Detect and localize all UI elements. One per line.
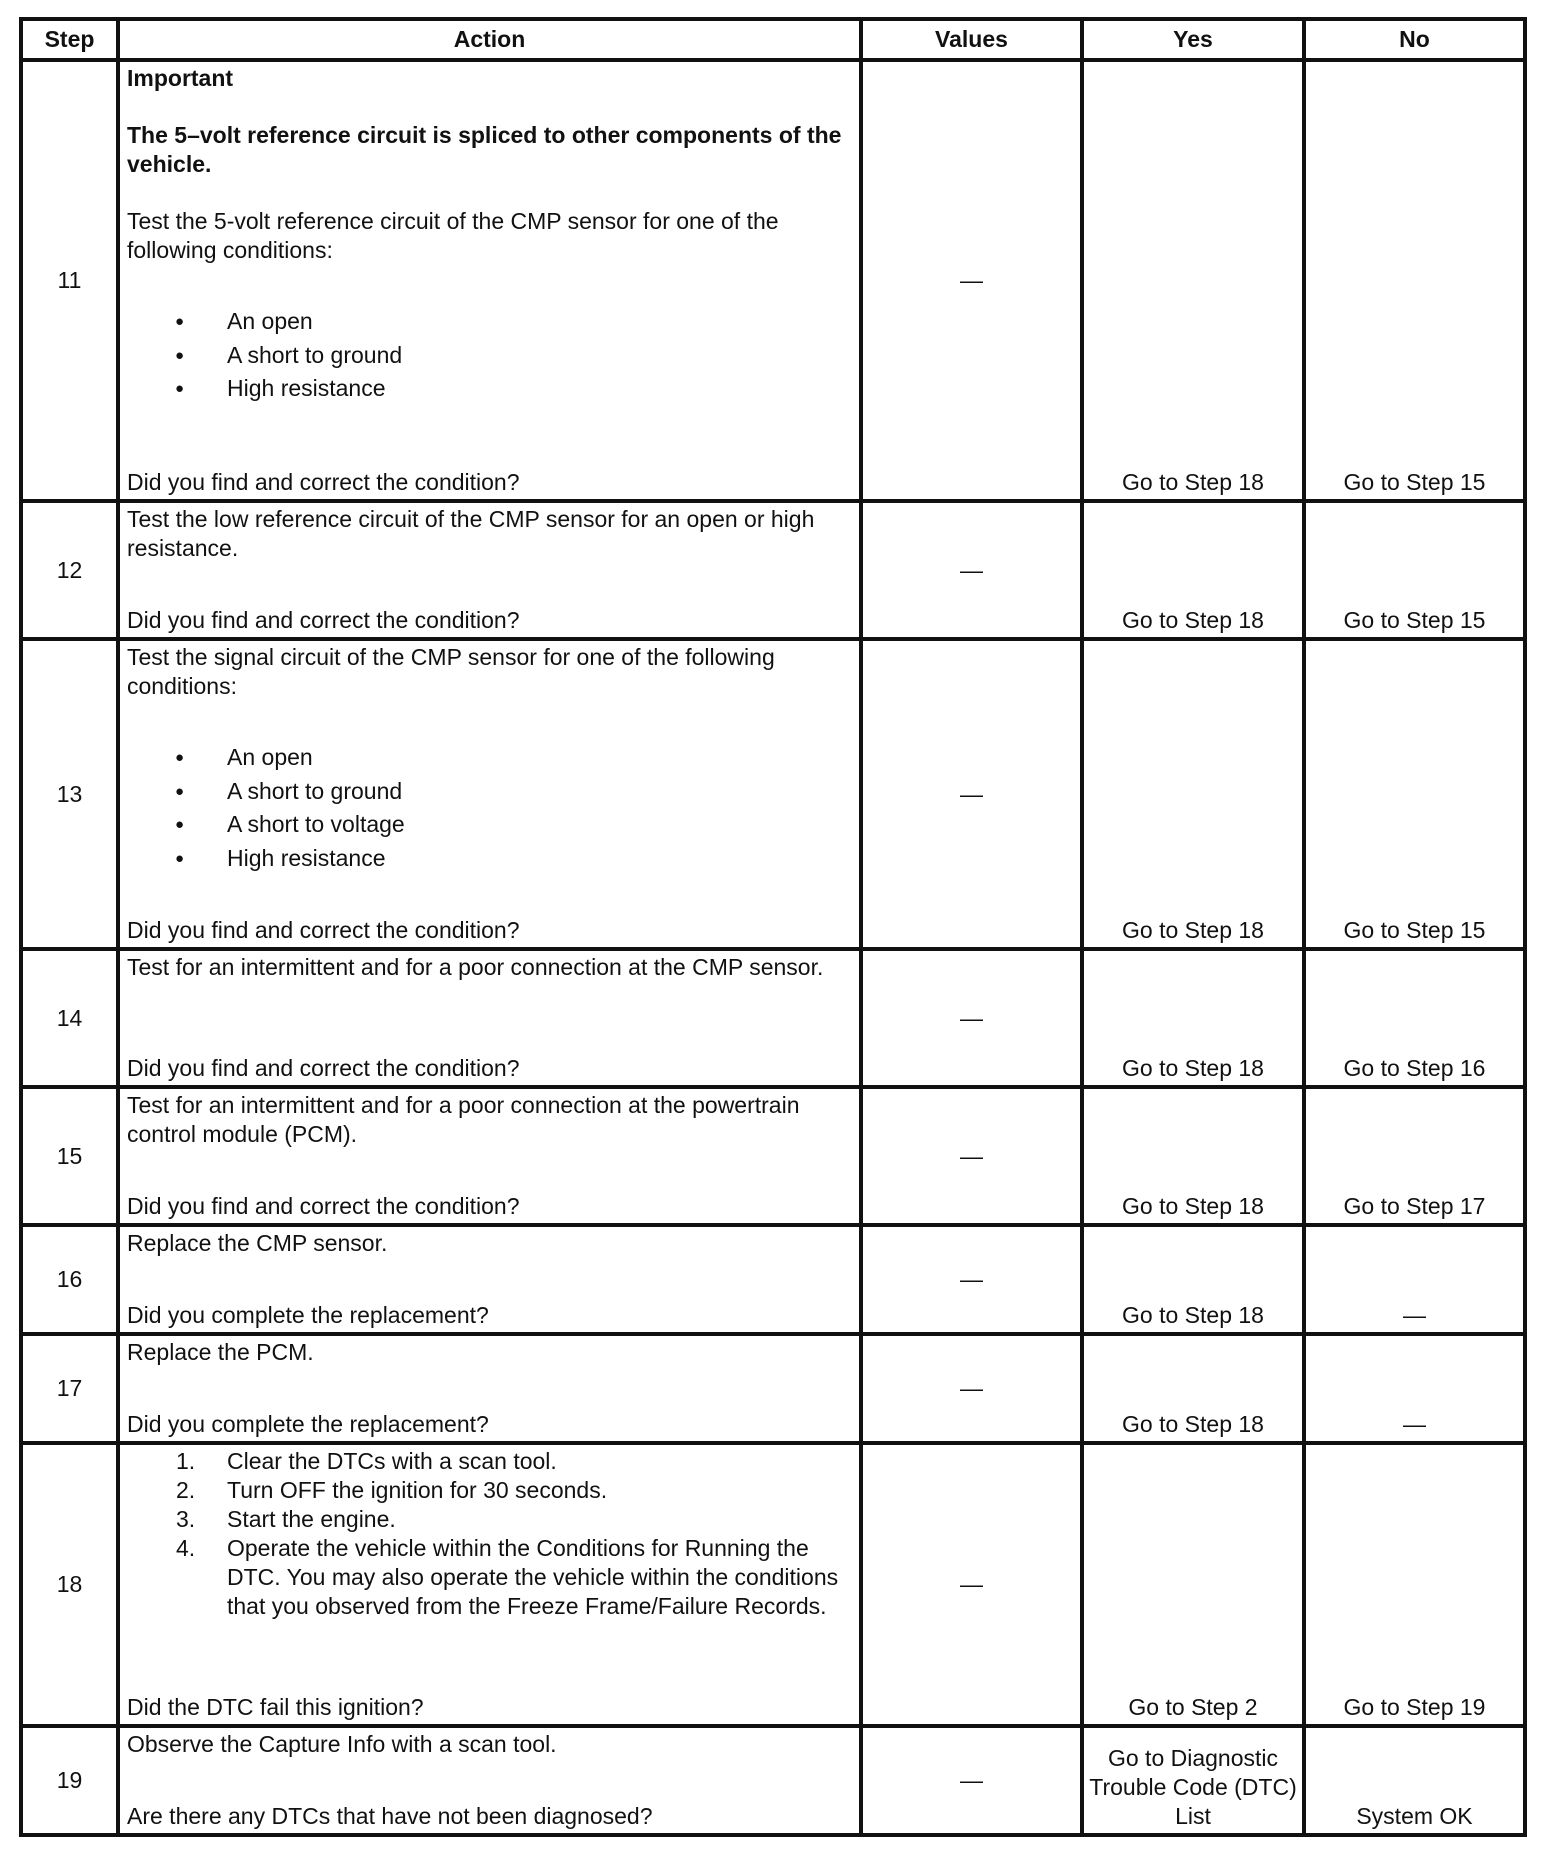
yes-cell: Go to Diagnostic Trouble Code (DTC) List [1082,1726,1304,1835]
procedure-list [127,1447,853,1621]
condition-list [127,305,853,406]
yes-cell: Go to Step 18 [1082,60,1304,501]
values-cell: — [861,60,1082,501]
action-cell [118,501,861,639]
step-number: 16 [21,1225,118,1334]
values-cell: — [861,1087,1082,1225]
action-text: Test the signal circuit of the CMP sensor for one of the following conditions: [127,644,775,699]
step-number: 12 [21,501,118,639]
values-cell: — [861,1225,1082,1334]
step-number: 17 [21,1334,118,1443]
action-question: Did you complete the replacement? [127,1411,489,1437]
action-question: Did the DTC fail this ignition? [127,1694,424,1720]
action-text: Replace the CMP sensor. [127,1230,388,1256]
header-values: Values [861,19,1082,60]
no-cell: — [1304,1334,1525,1443]
action-cell [118,949,861,1087]
no-cell: Go to Step 15 [1304,60,1525,501]
action-text: Test the low reference circuit of the CMP sensor for an open or high resistance. [127,506,815,561]
condition-list [127,741,853,875]
action-cell [118,60,861,501]
action-question: Did you find and correct the condition? [127,1193,520,1219]
list-number: 3. [176,1506,196,1532]
action-text: Observe the Capture Info with a scan tool. [127,1731,557,1757]
step-number: 13 [21,639,118,949]
action-cell [118,1334,861,1443]
list-item: ● A short to ground [127,339,853,373]
list-item: ● An open [127,741,853,775]
table-row [21,1225,1525,1334]
table-row [21,1726,1525,1835]
action-question: Did you complete the replacement? [127,1302,489,1328]
list-number: 1. [176,1448,196,1474]
no-cell: Go to Step 15 [1304,639,1525,949]
header-step: Step [21,19,118,60]
values-cell: — [861,1726,1082,1835]
list-item [127,1476,853,1505]
values-cell: — [861,639,1082,949]
table-row [21,949,1525,1087]
list-item: ● High resistance [127,372,853,406]
yes-cell: Go to Step 18 [1082,1334,1304,1443]
no-cell: — [1304,1225,1525,1334]
action-question: Are there any DTCs that have not been diagnosed? [127,1803,653,1829]
list-item: ● A short to ground [127,775,853,809]
list-item: ● An open [127,305,853,339]
action-text: Test for an intermittent and for a poor connection at the CMP sensor. [127,954,824,980]
action-question: Did you find and correct the condition? [127,469,520,495]
list-number: 4. [176,1535,196,1561]
table-row [21,501,1525,639]
table-row [21,639,1525,949]
action-text: Replace the PCM. [127,1339,314,1365]
table-row [21,1087,1525,1225]
header-row [21,19,1525,60]
header-no: No [1304,19,1525,60]
action-cell [118,1087,861,1225]
no-cell: Go to Step 15 [1304,501,1525,639]
table-row [21,1334,1525,1443]
step-number: 18 [21,1443,118,1726]
step-number: 14 [21,949,118,1087]
list-item: ● A short to voltage [127,808,853,842]
action-cell [118,1443,861,1726]
values-cell: — [861,1443,1082,1726]
step-number: 11 [21,60,118,501]
action-question: Did you find and correct the condition? [127,917,520,943]
list-number: 2. [176,1477,196,1503]
action-cell [118,639,861,949]
yes-cell: Go to Step 18 [1082,1225,1304,1334]
important-note: The 5–volt reference circuit is spliced to other components of the vehicle. [127,122,842,177]
yes-cell: Go to Step 18 [1082,949,1304,1087]
diagnostic-table [19,17,1527,1837]
no-cell: Go to Step 19 [1304,1443,1525,1726]
values-cell: — [861,501,1082,639]
step-number: 15 [21,1087,118,1225]
list-text: Turn OFF the ignition for 30 seconds. [227,1477,608,1503]
action-text: Test for an intermittent and for a poor connection at the powertrain control module (PCM). [127,1092,800,1147]
list-item: ● High resistance [127,842,853,876]
values-cell: — [861,1334,1082,1443]
yes-cell: Go to Step 18 [1082,1087,1304,1225]
list-text: Start the engine. [227,1506,396,1532]
step-number: 19 [21,1726,118,1835]
list-text: Operate the vehicle within the Conditions for Running the DTC. You may also operate the vehicle within the conditions that you observed from the Freeze Frame/Failure Records. [227,1535,839,1619]
list-item [127,1505,853,1534]
list-item [127,1447,853,1476]
list-item [127,1534,853,1621]
header-yes: Yes [1082,19,1304,60]
no-cell: Go to Step 17 [1304,1087,1525,1225]
action-cell [118,1225,861,1334]
list-text: Clear the DTCs with a scan tool. [227,1448,557,1474]
values-cell: — [861,949,1082,1087]
table-row [21,60,1525,501]
yes-cell: Go to Step 2 [1082,1443,1304,1726]
yes-cell: Go to Step 18 [1082,639,1304,949]
action-text: Test the 5-volt reference circuit of the CMP sensor for one of the following conditions: [127,208,779,263]
important-label: Important [127,65,234,91]
yes-cell: Go to Step 18 [1082,501,1304,639]
action-question: Did you find and correct the condition? [127,1055,520,1081]
table-row [21,1443,1525,1726]
header-action: Action [118,19,861,60]
no-cell: System OK [1304,1726,1525,1835]
action-cell [118,1726,861,1835]
action-question: Did you find and correct the condition? [127,607,520,633]
no-cell: Go to Step 16 [1304,949,1525,1087]
